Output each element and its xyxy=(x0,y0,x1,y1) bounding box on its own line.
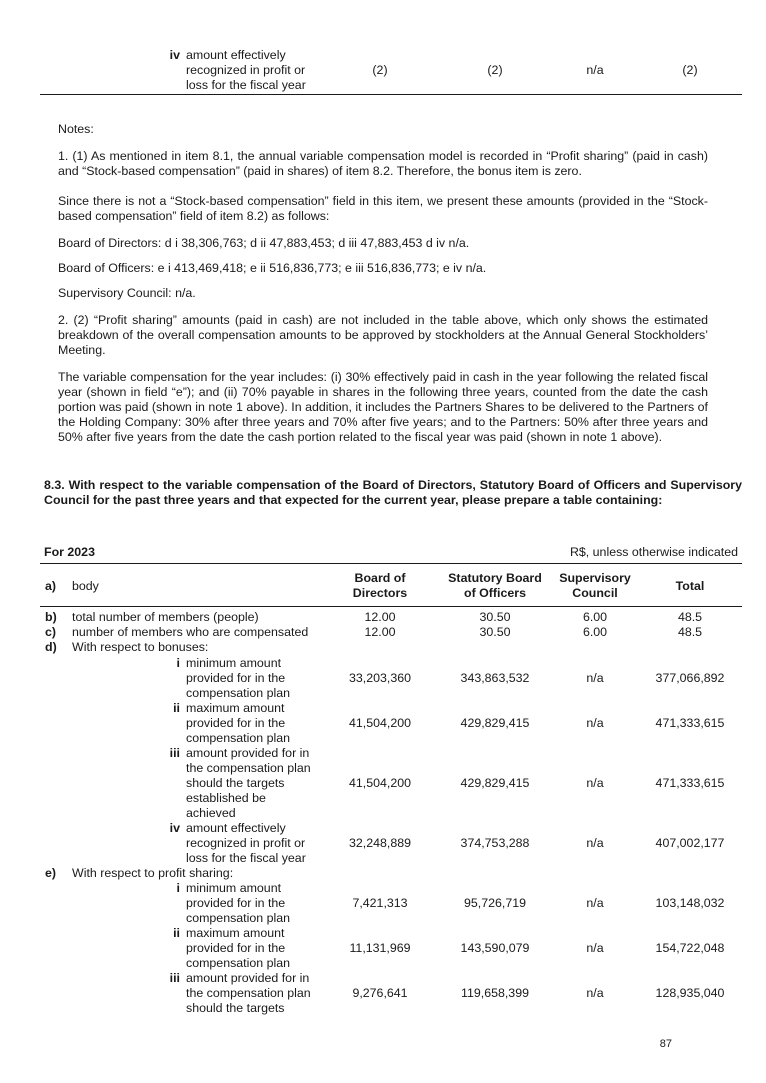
label-line: provided for in the xyxy=(186,896,286,910)
cell-value: (2) xyxy=(487,63,503,77)
cell-value: 143,590,079 xyxy=(460,941,530,955)
label-line: amount effectively xyxy=(186,821,286,835)
year-label: For 2023 xyxy=(44,545,95,559)
label-line: minimum amount xyxy=(186,656,282,670)
cell-value: n/a xyxy=(586,63,604,77)
cell-value: 154,722,048 xyxy=(655,941,725,955)
label-line: minimum amount xyxy=(186,881,282,895)
cell-value: n/a xyxy=(586,986,604,1000)
label-line: should the targets xyxy=(186,1001,285,1015)
label-line: recognized in profit or xyxy=(186,836,306,850)
row-label: With respect to profit sharing: xyxy=(72,866,234,880)
row-letter: a) xyxy=(45,579,57,593)
row-label xyxy=(186,746,326,821)
notes-heading: Notes: xyxy=(58,122,94,136)
header-line: Council xyxy=(572,586,618,600)
cell-value: 7,421,313 xyxy=(352,896,408,910)
roman-numeral: iv xyxy=(169,821,180,835)
cell-value: n/a xyxy=(586,671,604,685)
cell-value: 407,002,177 xyxy=(655,836,725,850)
column-header xyxy=(435,571,555,601)
row-label xyxy=(186,926,326,971)
cell-value: 429,829,415 xyxy=(460,776,530,790)
label-line: amount effectively xyxy=(186,48,286,62)
column-header xyxy=(320,571,440,601)
cell-value: 119,658,399 xyxy=(461,986,529,1000)
row-label xyxy=(186,821,326,866)
roman-numeral: ii xyxy=(173,926,180,940)
label-line: compensation plan xyxy=(186,911,291,925)
cell-value: n/a xyxy=(586,896,604,910)
cell-value: n/a xyxy=(586,776,604,790)
label-line: amount provided for in xyxy=(186,971,310,985)
label-line: loss for the fiscal year xyxy=(186,78,306,92)
note-paragraph: The variable compensation for the year includes: (i) 30% effectively paid in cash in the year following the related fiscal year (shown in field “e”); and (ii) 70% payable in shares in the following three years, counted from the date the cash portion was paid (shown in note 1 above). In addition, it includes the Partners Shares to be delivered to the Partners of the Holding Company: 30% after three years and 70% after five years; and to the Partners: 50% after three years and 50% after five years from the date the cash portion related to the fiscal year was paid (shown in note 1 above). xyxy=(58,370,708,444)
header-line: Supervisory xyxy=(559,571,631,585)
label-line: provided for in the xyxy=(186,671,286,685)
cell-value: 429,829,415 xyxy=(460,716,530,730)
note-paragraph: Supervisory Council: n/a. xyxy=(58,286,196,300)
row-label: With respect to bonuses: xyxy=(72,640,209,654)
row-label xyxy=(186,881,326,926)
label-line: loss for the fiscal year xyxy=(186,851,306,865)
label-line: recognized in profit or xyxy=(186,63,306,77)
header-line: Directors xyxy=(352,586,408,600)
cell-value: (2) xyxy=(682,63,698,77)
cell-value: 11,131,969 xyxy=(349,941,411,955)
row-label xyxy=(186,656,326,701)
note-paragraph: 2. (2) “Profit sharing” amounts (paid in cash) are not included in the table above, which only shows the estimated breakdown of the overall compensation amounts to be approved by stockholders at the Annual General Stockholders’ Meeting. xyxy=(58,313,708,357)
label-line: the compensation plan xyxy=(186,761,311,775)
label-line: the compensation plan xyxy=(186,986,311,1000)
label-line: maximum amount xyxy=(186,701,285,715)
cell-value: 343,863,532 xyxy=(460,671,530,685)
label-line: achieved xyxy=(186,806,236,820)
cell-value: 6.00 xyxy=(582,610,608,624)
row-letter: d) xyxy=(45,640,57,654)
header-label: body xyxy=(72,579,99,593)
section-heading: 8.3. With respect to the variable compensation of the Board of Directors, Statutory Board of Officers and Supervisory Council for the past three years and that expected for the current year, please prepare a table containing: xyxy=(44,478,742,507)
label-line: compensation plan xyxy=(186,686,291,700)
cell-value: 41,504,200 xyxy=(348,776,411,790)
cell-value: 103,148,032 xyxy=(655,896,725,910)
row-letter: b) xyxy=(45,610,57,624)
cell-value: n/a xyxy=(586,941,604,955)
header-line: Board of xyxy=(354,571,406,585)
note-paragraph: Board of Directors: d i 38,306,763; d ii 47,883,453; d iii 47,883,453 d iv n/a. xyxy=(58,236,470,250)
cell-value: 12.00 xyxy=(364,625,396,639)
cell-value: 33,203,360 xyxy=(348,671,411,685)
table-divider xyxy=(40,94,742,95)
cell-value: 95,726,719 xyxy=(463,896,526,910)
label-line: provided for in the xyxy=(186,716,286,730)
cell-value: 377,066,892 xyxy=(655,671,725,685)
label-line: compensation plan xyxy=(186,731,291,745)
cell-value: 471,333,615 xyxy=(655,776,725,790)
header-line: Statutory Board xyxy=(448,571,542,585)
roman-numeral: iii xyxy=(169,971,180,985)
label-line: compensation plan xyxy=(186,956,291,970)
roman-numeral: i xyxy=(176,881,180,895)
cell-value: 9,276,641 xyxy=(352,986,408,1000)
cell-value: (2) xyxy=(372,63,388,77)
table-divider xyxy=(40,563,742,564)
header-line: of Officers xyxy=(464,586,526,600)
table-divider xyxy=(40,606,742,607)
note-paragraph: 1. (1) As mentioned in item 8.1, the annual variable compensation model is recorded in “Profit sharing” (paid in cash) and “Stock-based compensation” (paid in shares) of item 8.2. Therefore, the bonus item is zero. xyxy=(58,149,708,178)
label-line: provided for in the xyxy=(186,941,286,955)
cell-value: 128,935,040 xyxy=(655,986,725,1000)
row-label: total number of members (people) xyxy=(72,610,259,624)
label-line: should the targets xyxy=(186,776,285,790)
row-letter: e) xyxy=(45,866,57,880)
cell-value: 30.50 xyxy=(479,610,511,624)
cell-value: 48.5 xyxy=(677,610,703,624)
row-label xyxy=(186,701,326,746)
label-line: maximum amount xyxy=(186,926,285,940)
label-line: established be xyxy=(186,791,266,805)
note-paragraph: Board of Officers: e i 413,469,418; e ii 516,836,773; e iii 516,836,773; e iv n/a. xyxy=(58,261,487,275)
cell-value: 471,333,615 xyxy=(655,716,725,730)
label-line: amount provided for in xyxy=(186,746,310,760)
units-note: R$, unless otherwise indicated xyxy=(569,545,738,559)
cell-value: 12.00 xyxy=(364,610,396,624)
cell-value: 48.5 xyxy=(677,625,703,639)
page-number: 87 xyxy=(659,1038,672,1050)
column-header: Total xyxy=(675,579,705,593)
cell-value: 374,753,288 xyxy=(460,836,530,850)
roman-numeral: i xyxy=(176,656,180,670)
roman-numeral: iv xyxy=(169,48,180,62)
row-label xyxy=(186,48,326,93)
roman-numeral: ii xyxy=(173,701,180,715)
row-letter: c) xyxy=(45,625,57,639)
row-label xyxy=(186,971,326,1016)
roman-numeral: iii xyxy=(169,746,180,760)
row-label: number of members who are compensated xyxy=(72,625,309,639)
cell-value: 30.50 xyxy=(479,625,511,639)
cell-value: 6.00 xyxy=(582,625,608,639)
cell-value: 32,248,889 xyxy=(348,836,411,850)
cell-value: n/a xyxy=(586,836,604,850)
note-paragraph: Since there is not a “Stock-based compensation” field in this item, we present these amounts (provided in the “Stock-based compensation” field of item 8.2) as follows: xyxy=(58,194,708,223)
cell-value: 41,504,200 xyxy=(348,716,411,730)
cell-value: n/a xyxy=(586,716,604,730)
